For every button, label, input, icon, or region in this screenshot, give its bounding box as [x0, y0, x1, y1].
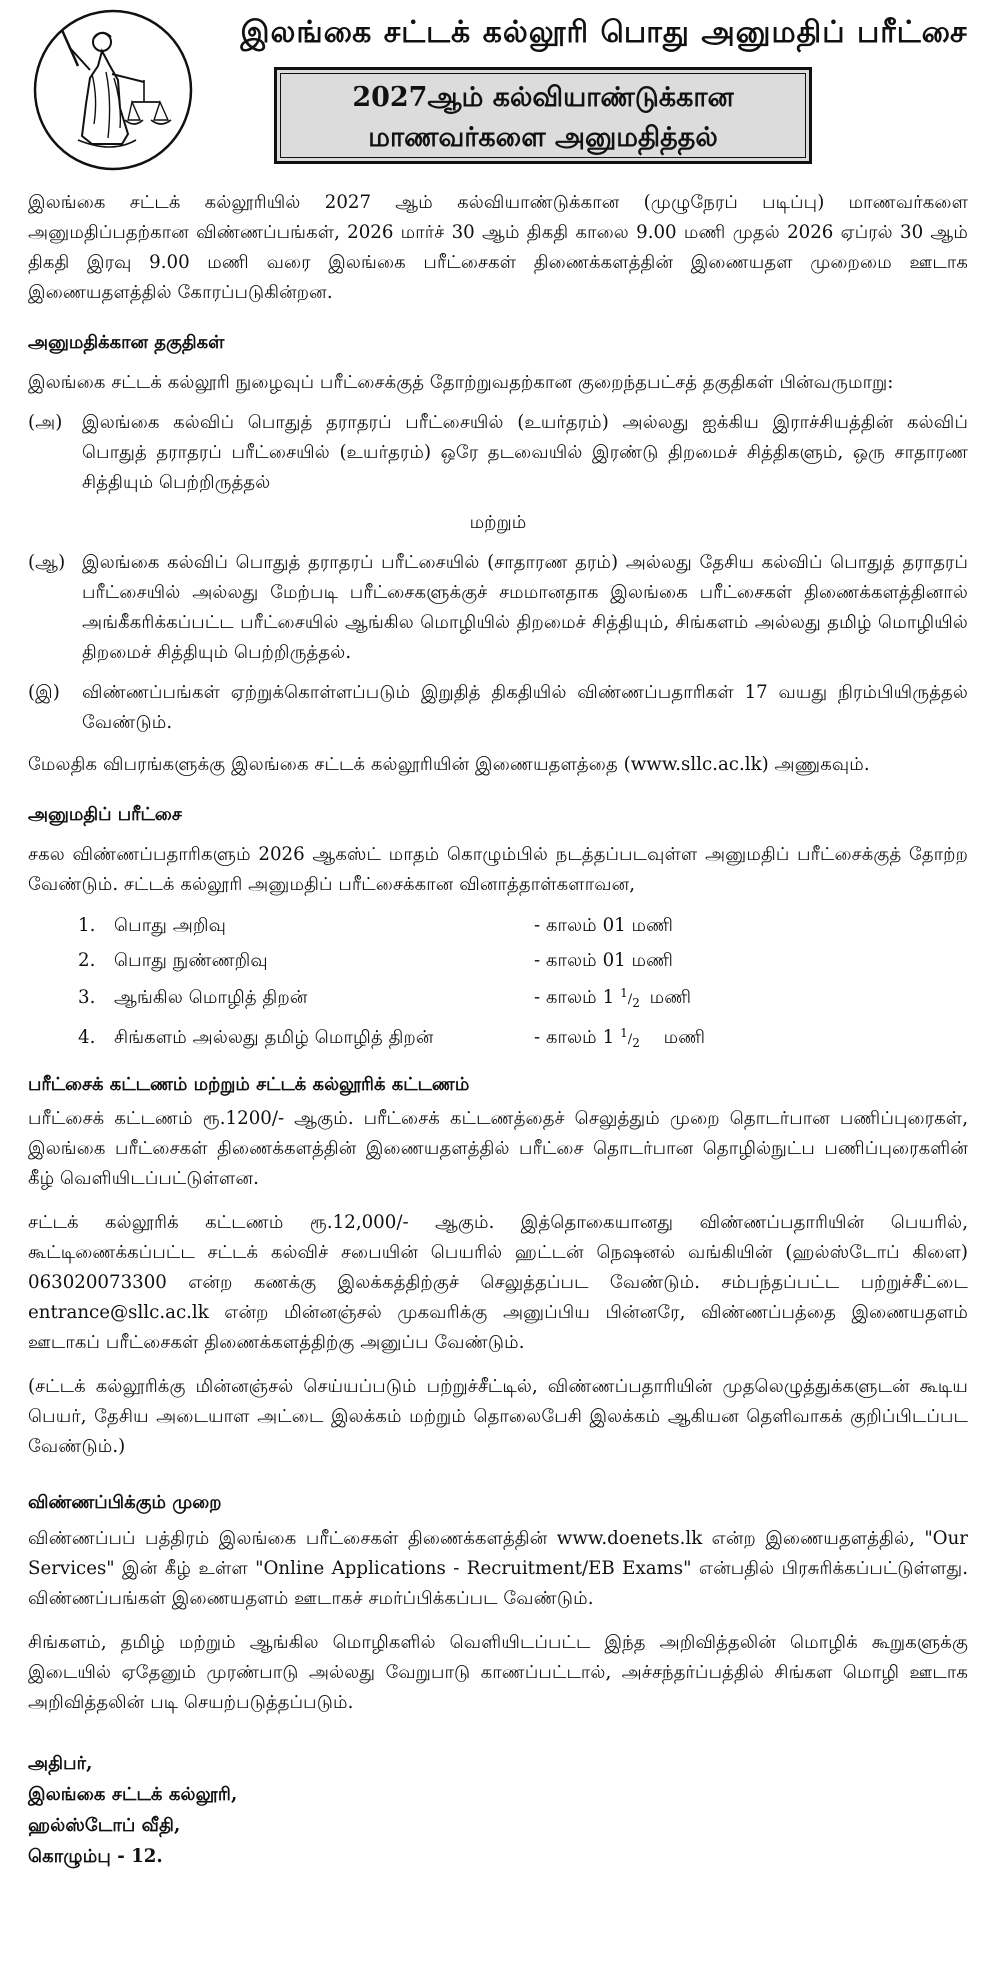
main-title: இலங்கை சட்டக் கல்லூரி பொது அனுமதிப் பரீட்சை	[240, 15, 968, 50]
fees-heading: பரீட்சைக் கட்டணம் மற்றும் சட்டக் கல்லூரிக் கட்டணம்	[28, 1074, 470, 1095]
list-text: இலங்கை கல்விப் பொதுத் தராதரப் பரீட்சையில் (உயர்தரம்) அல்லது ஐக்கிய இராச்சியத்தின் கல்விப் பொதுத் தராதரப் பரீட்சையில் (உயர்தரம்) ஒரே தடவையில் இரண்டு திறமைச் சித்திகளும், ஒரு சாதாரண சித்தியும் பெற்றிருத்தல்	[82, 412, 968, 493]
college-fee-paragraph: சட்டக் கல்லூரிக் கட்டணம் ரூ.12,000/- ஆகும். இத்தொகையானது விண்ணப்பதாரியின் பெயரில், கூட்டிணைக்கப்பட்ட சட்டக் கல்விச் சபையின் பெயரில் ஹட்டன் நெஷனல் வங்கியின் (ஹல்ஸ்டோப் கிளை) 063020073300 என்ற கணக்கு இலக்கத்திற்குச் செலுத்தப்பட வேண்டும். சம்பந்தப்பட்ட பற்றுச்சீட்டை entrance@sllc.ac.lk என்ற மின்னஞ்சல் முகவரிக்கு அனுப்பிய பின்னரே, விண்ணப்பத்தை இணையதளம் ஊடாகப் பரீட்சைகள் திணைக்களத்திற்கு அனுப்ப வேண்டும்.	[28, 1212, 968, 1353]
subject-duration-cell	[534, 978, 794, 1018]
signature-street: ஹல்ஸ்டோப் வீதி,	[28, 1815, 181, 1836]
table-row	[78, 978, 794, 1018]
justice-figure-icon	[32, 8, 195, 171]
table-row	[78, 1018, 794, 1058]
fraction: $^1/_2$	[620, 1026, 640, 1050]
more-info-paragraph: மேலதிக விபரங்களுக்கு இலங்கை சட்டக் கல்லூரியின் இணையதளத்தை (www.sllc.ac.lk) அணுகவும்.	[28, 754, 870, 775]
list-marker: (ஆ)	[28, 552, 66, 573]
title-box-line-1: 2027ஆம் கல்வியாண்டுக்கான	[352, 82, 734, 113]
subject-duration: - காலம் 1	[534, 987, 615, 1008]
duration-unit: மணி	[649, 987, 692, 1008]
fraction: $^1/_2$	[620, 986, 640, 1010]
list-item	[28, 408, 968, 498]
apply-heading: விண்ணப்பிக்கும் முறை	[28, 1492, 222, 1513]
subject-number: 2.	[78, 949, 96, 971]
list-marker: (இ)	[28, 682, 60, 703]
signature-title: அதிபர்,	[28, 1753, 93, 1774]
intro-paragraph: இலங்கை சட்டக் கல்லூரியில் 2027 ஆம் கல்வியாண்டுக்கான (முழுநேரப் படிப்பு) மாணவர்களை அனுமதிப்பதற்கான விண்ணப்பங்கள், 2026 மார்ச் 30 ஆம் திகதி காலை 9.00 மணி முதல் 2026 ஏப்ரல் 30 ஆம் திகதி இரவு 9.00 மணி வரை இலங்கை பரீட்சைகள் திணைக்களத்தின் இணையதள முறைமை ஊடாக இணையதளத்தில் கோரப்படுகின்றன.	[28, 192, 968, 303]
exam-intro: சகல விண்ணப்பதாரிகளும் 2026 ஆகஸ்ட் மாதம் கொழும்பில் நடத்தப்படவுள்ள அனுமதிப் பரீட்சைக்குத் தோற்ற வேண்டும். சட்டக் கல்லூரி அனுமதிப் பரீட்சைக்கான வினாத்தாள்களாவன,	[28, 844, 968, 895]
list-text: இலங்கை கல்விப் பொதுத் தராதரப் பரீட்சையில் (சாதாரண தரம்) அல்லது தேசிய கல்விப் பொதுத் தராதரப் பரீட்சையில் அல்லது மேற்படி பரீட்சைகளுக்குச் சமமானதாக இலங்கை பரீட்சைகள் திணைக்களத்தினால் அங்கீகரிக்கப்பட்ட பரீட்சையில் ஆங்கில மொழியில் திறமைச் சித்தியும், சிங்களம் அல்லது தமிழ் மொழியில் திறமைச் சித்தியும் பெற்றிருத்தல்.	[82, 552, 968, 663]
subject-number: 4.	[78, 1027, 96, 1048]
subject-number: 3.	[78, 987, 96, 1008]
exam-subjects-table	[78, 908, 794, 1058]
title-box-line-2: மாணவர்களை அனுமதித்தல்	[368, 122, 718, 153]
table-row	[78, 943, 794, 978]
eligibility-heading: அனுமதிக்கான தகுதிகள்	[28, 332, 225, 353]
signature-city: கொழும்பு - 12.	[28, 1846, 163, 1867]
table-row	[78, 908, 794, 943]
header	[28, 0, 968, 172]
subject-name: பொது நுண்ணறிவு	[114, 949, 268, 971]
subject-name: பொது அறிவு	[114, 914, 227, 936]
exam-fee-paragraph: பரீட்சைக் கட்டணம் ரூ.1200/- ஆகும். பரீட்சைக் கட்டணத்தைச் செலுத்தும் முறை தொடர்பான பணிப்புரைகள், இலங்கை பரீட்சைகள் திணைக்களத்தின் இணையதளத்தில் பரீட்சை தொடர்பான தொழில்நுட்ப பணிப்புரைகளின் கீழ் வெளியிடப்பட்டுள்ளன.	[28, 1108, 968, 1189]
and-separator: மற்றும்	[469, 512, 527, 533]
title-box	[274, 67, 812, 164]
fraction-denominator: 2	[632, 996, 640, 1010]
fraction-numerator: 1	[620, 1026, 628, 1040]
list-marker: (அ)	[28, 412, 63, 433]
exam-heading: அனுமதிப் பரீட்சை	[28, 804, 182, 825]
apply-paragraph: விண்ணப்பப் பத்திரம் இலங்கை பரீட்சைகள் திணைக்களத்தின் www.doenets.lk என்ற இணையதளத்தில், "Our Services" இன் கீழ் உள்ள "Online Applications - Recruitment/EB Exams" என்பதில் பிரசுரிக்கப்பட்டுள்ளது. விண்ணப்பங்கள் இணையதளம் ஊடாகச் சமர்ப்பிக்கப்பட வேண்டும்.	[28, 1528, 968, 1609]
subject-duration: - காலம் 1	[534, 1027, 615, 1048]
eligibility-intro: இலங்கை சட்டக் கல்லூரி நுழைவுப் பரீட்சைக்குத் தோற்றுவதற்கான குறைந்தபட்சத் தகுதிகள் பின்வருமாறு:	[28, 372, 894, 393]
title-box-inner-border	[280, 73, 806, 158]
list-text: விண்ணப்பங்கள் ஏற்றுக்கொள்ளப்படும் இறுதித் திகதியில் விண்ணப்பதாரிகள் 17 வயது நிரம்பியிருத்தல் வேண்டும்.	[82, 682, 968, 733]
language-note-paragraph: சிங்களம், தமிழ் மற்றும் ஆங்கில மொழிகளில் வெளியிடப்பட்ட இந்த அறிவித்தலின் மொழிக் கூறுகளுக்கு இடையில் ஏதேனும் முரண்பாடு அல்லது வேறுபாடு காணப்பட்டால், அச்சந்தர்ப்பத்தில் சிங்கள மொழி ஊடாக அறிவித்தலின் படி செயற்படுத்தப்படும்.	[28, 1632, 968, 1713]
subject-name: ஆங்கில மொழித் திறன்	[114, 987, 308, 1008]
receipt-note-paragraph: (சட்டக் கல்லூரிக்கு மின்னஞ்சல் செய்யப்படும் பற்றுச்சீட்டில், விண்ணப்பதாரியின் முதலெழுத்துக்களுடன் கூடிய பெயர், தேசிய அடையாள அட்டை இலக்கம் மற்றும் தொலைபேசி இலக்கம் ஆகியன தெளிவாகக் குறிப்பிடப்பட வேண்டும்.)	[28, 1376, 968, 1457]
list-item	[28, 678, 968, 738]
signature-institution: இலங்கை சட்டக் கல்லூரி,	[28, 1784, 238, 1805]
subject-duration: - காலம் 01 மணி	[534, 949, 674, 971]
subject-name: சிங்களம் அல்லது தமிழ் மொழித் திறன்	[114, 1027, 434, 1048]
duration-unit: மணி	[663, 1027, 706, 1048]
fraction-numerator: 1	[620, 986, 628, 1000]
signature-block	[28, 1748, 968, 1872]
list-item	[28, 548, 968, 668]
subject-duration: - காலம் 01 மணி	[534, 914, 674, 936]
fraction-denominator: 2	[632, 1036, 640, 1050]
subject-number: 1.	[78, 914, 96, 936]
subject-duration-cell	[534, 1018, 794, 1058]
